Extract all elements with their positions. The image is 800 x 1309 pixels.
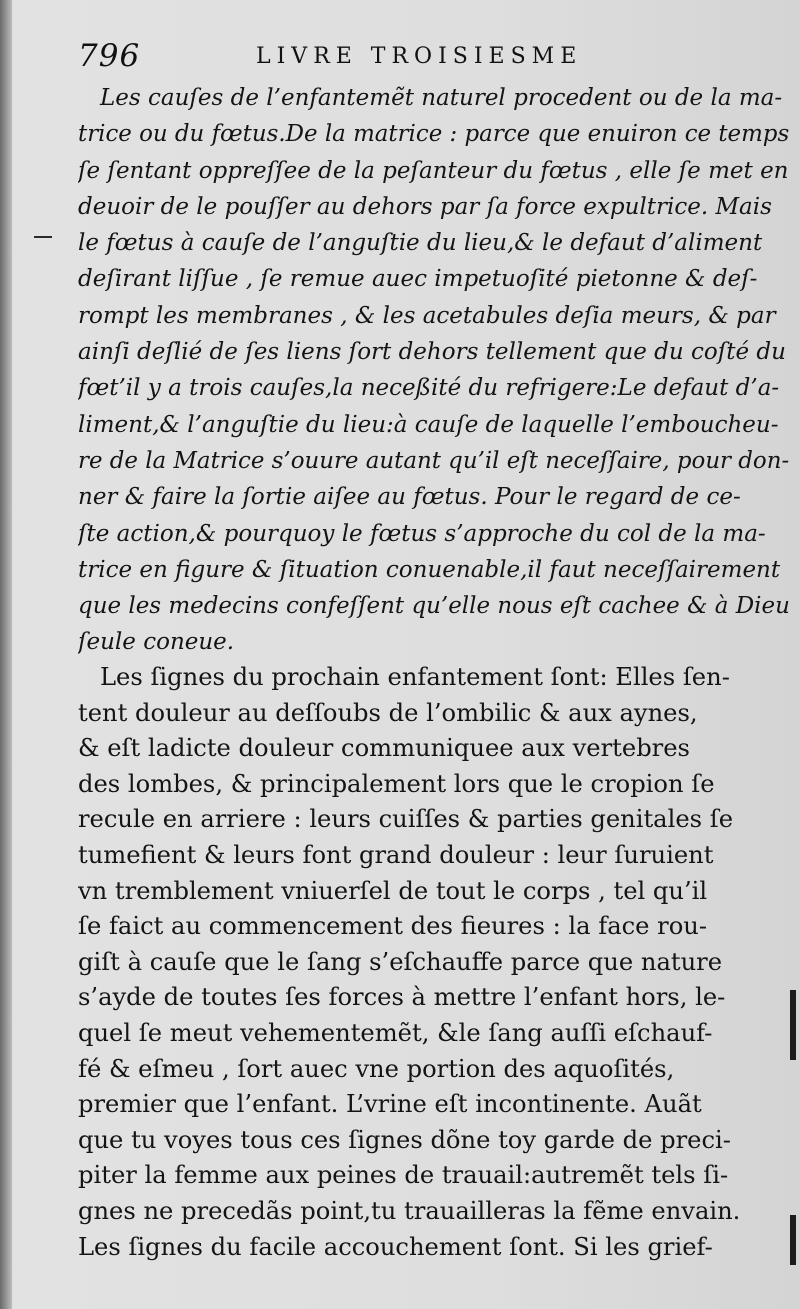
running-title: LIVRE TROISIESME: [256, 44, 583, 69]
text-line: ſe faict au commencement des fieures : la face rou-: [78, 912, 708, 941]
text-line: trice en figure & ſituation conuenable,il faut neceſſairement: [78, 556, 781, 583]
text-line: Les cauſes de l’enfantemẽt naturel procedent ou de la ma-: [100, 85, 783, 111]
text-line: ſeule coneue.: [78, 629, 235, 656]
text-line: quel ſe meut vehementemẽt, &le ſang auſſi eſchauf-: [78, 1018, 713, 1047]
text-line: tumefient & leurs font grand douleur : leur ſuruient: [78, 840, 714, 869]
italic-paragraph: [78, 80, 790, 661]
text-line: des lombes, & principalement lors que le cropion ſe: [78, 769, 715, 798]
text-line: Les ſignes du prochain enfantement ſont: Elles ſen-: [100, 663, 730, 691]
roman-paragraph: [78, 660, 790, 1265]
text-line: fé & eſmeu , ſort auec vne portion des aquoſités,: [78, 1054, 675, 1083]
text-line: & eſt ladicte douleur communiquee aux vertebres: [78, 734, 690, 763]
text-line: ſe ſentant oppreſſee de la peſanteur du fœtus , elle ſe met en: [78, 157, 789, 184]
page-edge-mark: [790, 990, 796, 1060]
text-line: deuoir de le pouſſer au dehors par ſa force expultrice. Mais: [78, 193, 772, 220]
text-line: piter la femme aux peines de trauail:autremẽt tels ſi-: [78, 1161, 729, 1190]
page-number: 796: [78, 38, 141, 74]
text-line: ner & faire la ſortie aiſee au fœtus. Pour le regard de ce-: [78, 484, 741, 511]
text-line: re de la Matrice s’ouure autant qu’il eſt neceſſaire, pour don-: [78, 447, 790, 474]
text-line: fœt’il y a trois cauſes,la neceßité du refrigere:Le defaut d’a-: [78, 375, 780, 402]
text-line: trice ou du fœtus.De la matrice : parce que enuiron ce temps: [78, 121, 790, 148]
text-line: vn tremblement vniuerſel de tout le corps , tel qu’il: [78, 876, 708, 905]
text-line: ſte action,& pourquoy le fœtus s’approche du col de la ma-: [78, 520, 766, 547]
text-line: que tu voyes tous ces ſignes dõne toy garde de preci-: [78, 1125, 731, 1154]
page-header: [78, 38, 778, 80]
text-line: Les ſignes du facile accouchement ſont. Si les grief-: [78, 1232, 713, 1261]
text-line: deſirant liſſue , ſe remue auec impetuoſité pietonne & deſ-: [78, 266, 758, 293]
text-line: gnes ne precedãs point,tu trauailleras la fẽme envain.: [78, 1196, 741, 1225]
text-line: liment,& l’anguſtie du lieu:à cauſe de laquelle l’emboucheu-: [78, 411, 779, 438]
text-line: recule en arriere : leurs cuiſſes & parties genitales ſe: [78, 805, 734, 834]
margin-mark: [34, 236, 52, 238]
text-line: giſt à cauſe que le ſang s’eſchauffe parce que nature: [78, 947, 723, 976]
text-line: s’ayde de toutes ſes forces à mettre l’enfant hors, le-: [78, 983, 726, 1012]
page-edge-mark: [790, 1215, 796, 1265]
text-line: le fœtus à cauſe de l’anguſtie du lieu,& le defaut d’aliment: [78, 230, 763, 257]
text-line: que les medecins confeſſent qu’elle nous eſt cachee & à Dieu: [78, 593, 790, 620]
text-line: tent douleur au deſſoubs de l’ombilic & aux aynes,: [78, 698, 698, 727]
text-line: ainſi deſlié de ſes liens ſort dehors tellement que du coſté du: [78, 339, 786, 366]
binding-shadow: [0, 0, 12, 1309]
text-line: rompt les membranes , & les acetabules deſia meurs, & par: [78, 302, 776, 329]
text-line: premier que l’enfant. L’vrine eſt incontinente. Auãt: [78, 1090, 702, 1119]
